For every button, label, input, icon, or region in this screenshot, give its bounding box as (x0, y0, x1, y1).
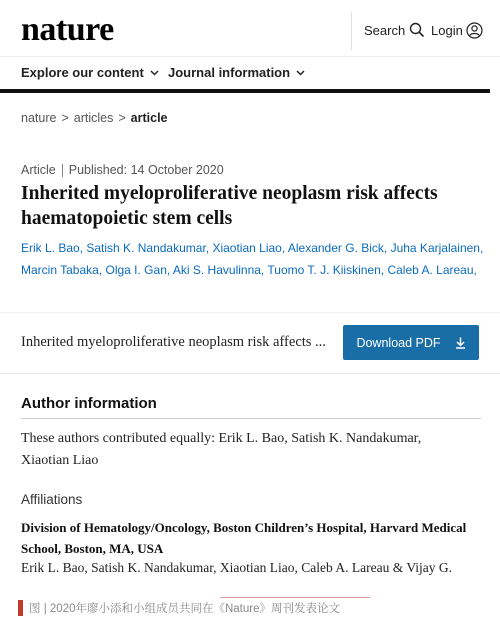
breadcrumb-nature[interactable]: nature (21, 111, 57, 125)
nav-divider (0, 89, 490, 93)
author-link[interactable]: Marcin Tabaka, (21, 263, 103, 277)
author-information-heading: Author information (21, 395, 157, 412)
main-nav (0, 56, 500, 89)
equal-contribution-note (21, 428, 481, 472)
article-title: Inherited myeloproliferative neoplasm risk affects haematopoietic stem cells (21, 183, 438, 229)
login-label: Login (431, 23, 463, 38)
header-divider (351, 12, 352, 50)
article-type: Article (21, 163, 56, 177)
download-bar-title: Inherited myeloproliferative neoplasm risk affects ... (21, 334, 326, 350)
affiliation-authors: Erik L. Bao, Satish K. Nandakumar, Xiaotian Liao, Caleb A. Lareau & Vijay G. (21, 560, 453, 575)
published-date: Published: 14 October 2020 (68, 163, 224, 177)
author-link[interactable]: Xiaotian Liao, (212, 241, 286, 255)
nav-journal-information[interactable] (168, 65, 305, 80)
caption-divider (220, 597, 370, 598)
breadcrumb (21, 111, 168, 125)
user-icon (466, 22, 483, 39)
nature-logo[interactable]: nature (21, 11, 114, 48)
chevron-down-icon (150, 70, 159, 76)
author-link[interactable]: Satish K. Nandakumar, (86, 241, 210, 255)
breadcrumb-separator: > (61, 111, 69, 125)
author-link[interactable]: Erik L. Bao, (21, 241, 84, 255)
download-pdf-button[interactable] (343, 325, 479, 360)
site-header (0, 0, 500, 56)
caption-marker (18, 600, 23, 616)
author-line (21, 237, 486, 259)
caption-text: 图 | 2020年廖小添和小组成员共同在《Nature》周刊发表论文 (29, 603, 340, 615)
breadcrumb-separator: > (118, 111, 126, 125)
author-line (21, 259, 486, 281)
author-list (21, 237, 486, 281)
nav-explore-content[interactable] (21, 65, 159, 80)
author-link[interactable]: Caleb A. Lareau, (387, 263, 477, 277)
affiliation-name: Division of Hematology/Oncology, Boston Children’s Hospital, Harvard Medical School, Boston, MA, USA (21, 520, 467, 556)
download-icon (455, 337, 466, 349)
image-caption (18, 600, 340, 616)
login-button[interactable] (431, 22, 483, 39)
contribution-line: Xiaotian Liao (21, 453, 99, 468)
author-link[interactable]: Juha Karjalainen, (390, 241, 484, 255)
meta-separator (62, 164, 63, 177)
search-label: Search (364, 22, 406, 38)
section-divider (21, 418, 481, 419)
download-pdf-label: Download PDF (356, 335, 441, 350)
author-link[interactable]: Alexander G. Bick, (287, 241, 388, 255)
nav-explore-label: Explore our content (21, 65, 144, 80)
affiliations-label: Affiliations (21, 492, 83, 507)
chevron-down-icon (296, 70, 305, 76)
author-link[interactable]: Olga I. Gan, (105, 263, 171, 277)
author-link[interactable]: Tuomo T. J. Kiiskinen, (267, 263, 385, 277)
author-link[interactable]: Aki S. Havulinna, (172, 263, 265, 277)
nav-journal-label: Journal information (168, 65, 291, 80)
search-button[interactable] (364, 22, 425, 38)
breadcrumb-articles[interactable]: articles (73, 111, 114, 125)
contribution-line: These authors contributed equally: Erik L. Bao, Satish K. Nandakumar, (21, 431, 422, 446)
search-icon (409, 22, 425, 38)
article-meta (21, 163, 224, 177)
breadcrumb-current: article (130, 111, 168, 125)
